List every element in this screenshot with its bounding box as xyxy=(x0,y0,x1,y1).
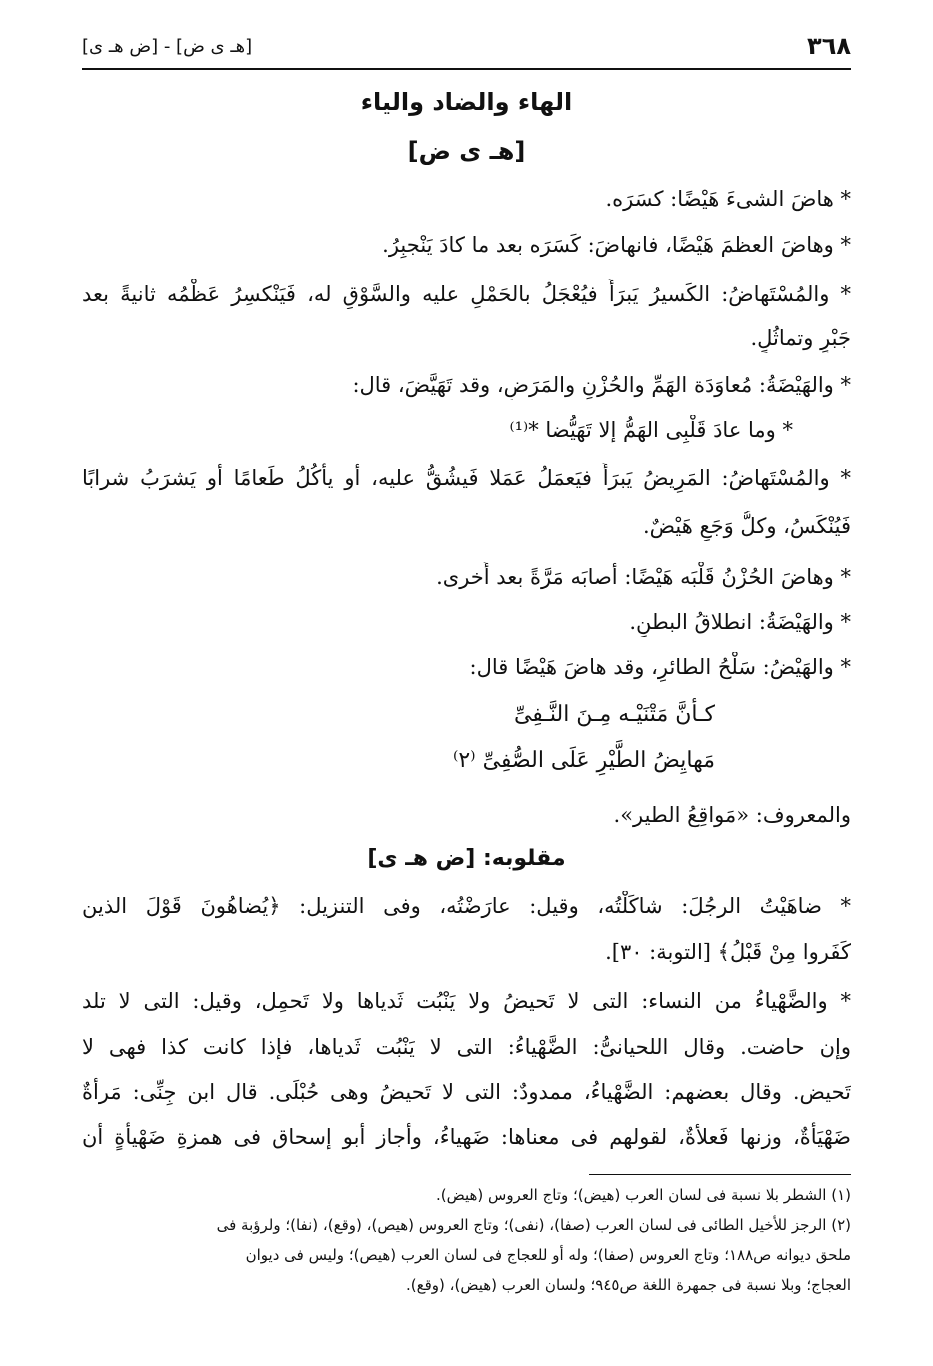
running-title: [هـ ى ض] - [ض هـ ى] xyxy=(82,36,253,57)
footnote: ملحق ديوانه ص١٨٨؛ وتاج العروس (صفا)؛ وله أو للعجاج فى لسان العرب (هيص)؛ وليس فى ديوان xyxy=(245,1246,851,1264)
section-title: الهاء والضاد والياء xyxy=(360,88,573,116)
page-header xyxy=(82,30,851,70)
footnote: العجاج؛ وبلا نسبة فى جمهرة اللغة ص٩٤٥؛ ولسان العرب (هيض)، (وقع). xyxy=(406,1276,851,1294)
entry-line: * والمُسْتَهاضُ: المَرِيضُ يَبرَأُ فيَعمَلُ عَمَلا فَيشُقُّ عليه، أو يأكُلُ طَعامًا أو يَشرَبُ شرابًا xyxy=(82,466,851,490)
entry-line: * وهاضَ الحُزْنُ قَلْبَه هَيْضًا: أصابَه مَرَّةً بعد أُخرى. xyxy=(436,565,851,589)
entry-line: فَيُنْكَسُ، وكلُّ وَجَعٍ هَيْضٌ. xyxy=(642,514,851,538)
entry-line: * والهَيْضُ: سَلْحُ الطائرِ، وقد هاضَ هَيْضًا قال: xyxy=(469,655,851,679)
entry-line: * ضاهَيْتُ الرجُلَ: شاكَلْتُه، وقيل: عارَضْتُه، وفى التنزيل: ﴿يُضاهُونَ قَوْلَ الذين xyxy=(82,894,851,918)
root-heading: [هـ ى ض] xyxy=(407,137,526,165)
entry-line: * والهَيْضَةُ: انطلاقُ البطنِ. xyxy=(629,610,851,634)
subheading: مقلوبه: [ض هـ ى] xyxy=(367,846,566,871)
entry-line: * والهَيْضَةُ: مُعاوَدَة الهَمِّ والحُزْنِ والمَرَضِ، وقد تَهَيَّضَ، قال: xyxy=(352,373,851,397)
quoted-verse-line: * وما عادَ قَلْبِى الهَمُّ إلا تَهَيُّضا *⁽¹⁾ xyxy=(509,418,793,442)
verse-line: مَهايِضُ الطَّيْرِ عَلَى الصُّفِىِّ ⁽٢⁾ xyxy=(452,748,715,773)
page-number: ٣٦٨ xyxy=(807,32,851,60)
footnote: (١) الشطر بلا نسبة فى لسان العرب (هيض)؛ وتاج العروس (هيض). xyxy=(435,1186,851,1204)
entry-line: * والضَّهْياءُ من النساء: التى لا تَحيضُ ولا يَنْبُت ثَدياها ولا تَحمِل، وقيل: التى لا تلد xyxy=(82,989,851,1013)
entry-line: * والمُسْتَهاضُ: الكَسيرُ يَبرَأُ فيُعْجَلُ بالحَمْلِ عليه والسَّوْقِ له، فَيَنْكسِرُ عَظْمُه ثانيةً بعد xyxy=(82,282,851,306)
entry-line: والمعروف: «مَواقِعُ الطير». xyxy=(613,803,851,827)
footnote: (٢) الرجز للأخيل الطائى فى لسان العرب (صفا)، (نفى)؛ وتاج العروس (هيص)، (وقع)، (نفا)؛ ولرؤبة فى xyxy=(216,1216,851,1234)
entry-line: تَحيض. وقال بعضهم: الضَّهْياءُ، ممدودٌ: التى لا تَحيضُ وهى حُبْلَى. قال ابن جِنِّى: مَرأةٌ xyxy=(82,1080,851,1104)
entry-line: وإن حاضت. وقال اللحيانىُّ: الضَّهْياءُ: التى لا يَنْبُت ثَدياها، فإذا كانت كذا فهى لا xyxy=(82,1035,851,1059)
entry-line: كَفَروا مِنْ قَبْلُ﴾ [التوبة: ٣٠]. xyxy=(605,940,851,964)
entry-line: * هاضَ الشىءَ هَيْضًا: كسَرَه. xyxy=(605,187,851,211)
entry-line: * وهاضَ العظمَ هَيْضًا، فانهاضَ: كَسَرَه بعد ما كادَ يَنْجبِرُ. xyxy=(382,233,851,257)
entry-line: ضَهْيَأةٌ، وزنها فَعلأةٌ، لقولهم فى معناها: ضَهياءُ، وأجاز أبو إسحاق فى همزةِ ضَهْيأةٍ أن xyxy=(82,1125,851,1149)
entry-line: جَبْرٍ وتماثُلٍ. xyxy=(750,326,851,350)
verse-line: كـأنَّ مَتْنَيْـه مِـنَ النَّـفِىِّ xyxy=(513,702,715,727)
footnote-separator xyxy=(589,1174,851,1175)
